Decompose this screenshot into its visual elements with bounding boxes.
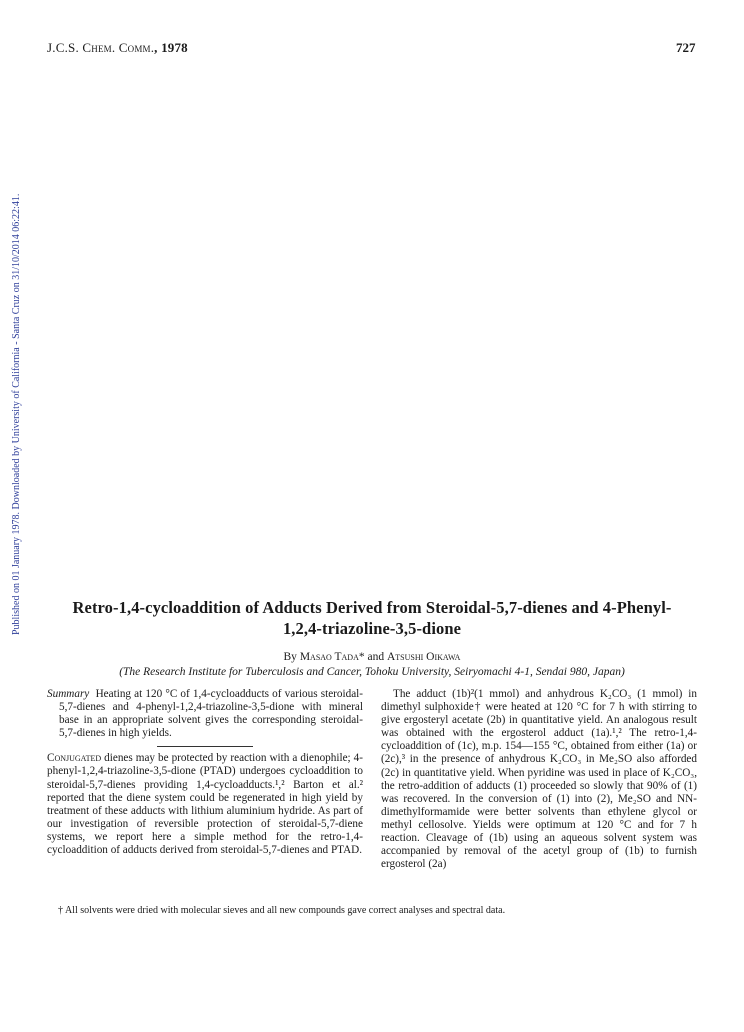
download-note: Published on 01 January 1978. Downloaded by University of California - Santa Cruz on 31/10/2014 06:22:41. (11, 193, 22, 635)
author-2: Atsushi Oikawa (386, 651, 461, 663)
download-watermark (3, 160, 22, 635)
author-1: Masao Tada* (299, 651, 365, 663)
summary-text: Heating at 120 °C of 1,4-cycloadducts of various steroidal-5,7-dienes and 4-phenyl-1,2,4-triazoline-3,5-dione with mineral base in an appropriate solvent gives the corresponding steroidal-5,7-dienes in high yields. (59, 688, 364, 740)
footnote: † All solvents were dried with molecular sieves and all new compounds gave correct analyses and spectral data. (58, 905, 506, 916)
summary-paragraph (47, 688, 363, 740)
section-divider (157, 746, 253, 747)
article-title: Retro-1,4-cycloaddition of Adducts Derived from Steroidal-5,7-dienes and 4-Phenyl-1,2,4-triazoline-3,5-dione (72, 598, 672, 638)
lead-word: Conjugated (47, 752, 102, 765)
intro-text: dienes may be protected by reaction with a dienophile; 4-phenyl-1,2,4-triazoline-3,5-dione (PTAD) undergoes cycloaddition to steroidal-5,7-dienes providing 1,4-cycloadducts.¹,² Barton et al.² reported that the diene system could be regenerated in high yield by treatment of these adducts with lithium aluminium hydride. As part of our investigation of reversible protection of steroidal-5,7-diene systems, we report here a simple method for the retro-1,4-cycloaddition of adducts derived from steroidal-5,7-dienes and PTAD. (47, 752, 363, 857)
summary-label: Summary (47, 688, 90, 700)
right-column (381, 688, 697, 871)
journal-name: Chem. Comm. (82, 40, 155, 55)
journal-prefix: J.C.S. (47, 40, 79, 55)
author-conjunction: and (364, 651, 387, 663)
running-header (47, 40, 188, 56)
left-column (47, 688, 363, 857)
author-byline (60, 651, 684, 663)
journal-year: , 1978 (154, 40, 188, 55)
byline-prefix: By (283, 651, 297, 663)
results-paragraph: The adduct (1b)²(1 mmol) and anhydrous K₂CO₃ (1 mmol) in dimethyl sulphoxide† were heated at 120 °C for 7 h with stirring to give ergosteryl acetate (2b) in quantitative yield. An analogous result was obtained with the ergosterol adduct (1a).¹,² The retro-1,4-cycloaddition of (1c), m.p. 154—155 °C, obtained from either (1a) or (2c),³ in the presence of anhydrous K₂CO₃ in Me₂SO also afforded (2c) in quantitative yield. When pyridine was used in place of K₂CO₃, the retro-addition of adducts (1) proceeded so slowly that 90% of (1) was recovered. In the conversion of (1) into (2), Me₂SO and NN-dimethylformamide were better solvents than ethylene glycol or methyl cellosolve. Yields were optimum at 120 °C and for 7 h reaction. Cleavage of (1b) using an aqueous solvent system was accompanied by removal of the acetyl group of (1b) to furnish ergosterol (2a) (381, 688, 697, 871)
affiliation: (The Research Institute for Tuberculosis and Cancer, Tohoku University, Seiryomachi 4-1, Sendai 980, Japan) (119, 666, 625, 678)
intro-paragraph (47, 752, 363, 857)
page-number: 727 (676, 40, 696, 55)
